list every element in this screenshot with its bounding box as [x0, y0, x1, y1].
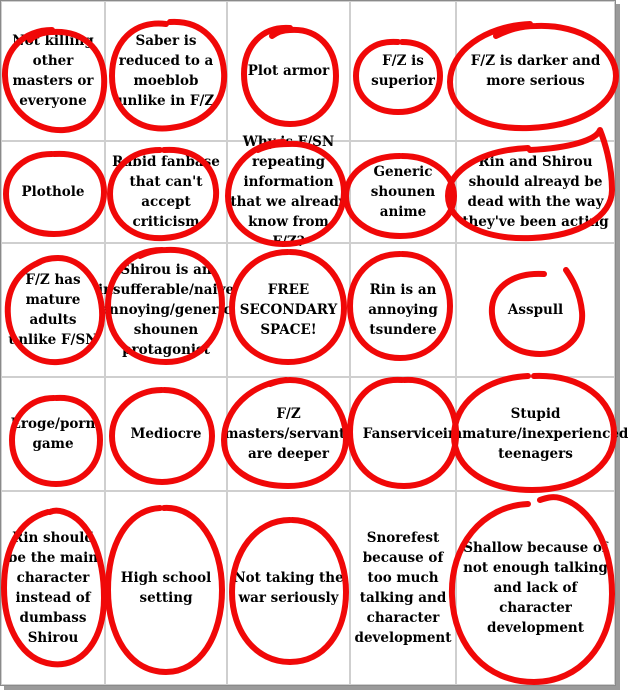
- bingo-cell: [105, 491, 227, 685]
- bingo-cell-text: F/Z is superior: [371, 53, 435, 89]
- bingo-cell: [456, 243, 615, 377]
- bingo-cell-text: Plothole: [21, 184, 85, 200]
- bingo-cell: [456, 1, 615, 141]
- bingo-cell-text: Plot armor: [247, 63, 330, 79]
- bingo-cell-text: Rabid fanbase that can't accept criticism: [112, 154, 220, 230]
- bingo-cell: [224, 377, 353, 491]
- bingo-cell-text: Shirou is an insufferable/naive annoying/generic shounen protagonist: [97, 262, 235, 358]
- bingo-cell: [227, 1, 350, 141]
- bingo-cell: [105, 1, 227, 141]
- bingo-cell-text: Generic shounen anime: [370, 164, 436, 220]
- bingo-cell: [1, 491, 105, 685]
- card-shadow-bottom: [4, 686, 620, 690]
- bingo-cell-text: F/Z is darker and more serious: [470, 53, 601, 89]
- bingo-cell: [1, 243, 105, 377]
- bingo-cell: [350, 1, 456, 141]
- bingo-cell-text: F/Z masters/servants are deeper: [224, 406, 353, 462]
- bingo-cell: [1, 377, 105, 491]
- bingo-cell-text: Fanservice: [362, 426, 444, 442]
- bingo-cell: [456, 491, 615, 685]
- card-shadow-right: [616, 4, 620, 690]
- bingo-cell-text: Not taking the war seriously: [233, 570, 344, 606]
- bingo-cell: [350, 243, 456, 377]
- bingo-cell-text: Saber is reduced to a moeblob unlike in F/Z: [117, 33, 215, 109]
- bingo-cell: [1, 1, 105, 141]
- bingo-cell-text: Shallow because of not enough talking and lack of character development: [463, 540, 608, 636]
- bingo-cell-text: Stupid immature/inexperienced teenagers: [442, 406, 629, 462]
- bingo-cell-text: Asspull: [507, 302, 564, 318]
- bingo-cell-text: High school setting: [120, 570, 212, 606]
- bingo-cell-text: Why is F/SN repeating information that we already know from F/Z?: [230, 134, 347, 250]
- bingo-cell-text: Rin should be the main character instead of dumbass Shirou: [7, 530, 99, 646]
- bingo-cell: [456, 141, 615, 243]
- bingo-cell-text: Rin is an annoying tsundere: [368, 282, 438, 338]
- bingo-cell: [227, 243, 350, 377]
- bingo-cell: [1, 141, 105, 243]
- bingo-cell: [105, 141, 227, 243]
- bingo-cell-text: Rin and Shirou should alreayd be dead with the way they've been acting: [462, 154, 609, 230]
- bingo-cell: [442, 377, 629, 491]
- bingo-cell: [227, 491, 350, 685]
- bingo-cell: [105, 377, 227, 491]
- bingo-cell-text: Not killing other masters or everyone: [12, 33, 94, 109]
- bingo-cell-text: Snorefest because of too much talking and character development: [354, 530, 452, 646]
- bingo-cell-text: FREE SECONDARY SPACE!: [239, 282, 338, 338]
- bingo-cell: [97, 243, 235, 377]
- bingo-cell-text: Mediocre: [130, 426, 202, 442]
- bingo-cell-text: F/Z has mature adults unlike F/SN: [8, 272, 98, 348]
- bingo-cell: [227, 134, 350, 250]
- bingo-cell: [350, 141, 456, 243]
- bingo-cell-text: Eroge/porn game: [10, 416, 96, 452]
- bingo-cell: [350, 491, 456, 685]
